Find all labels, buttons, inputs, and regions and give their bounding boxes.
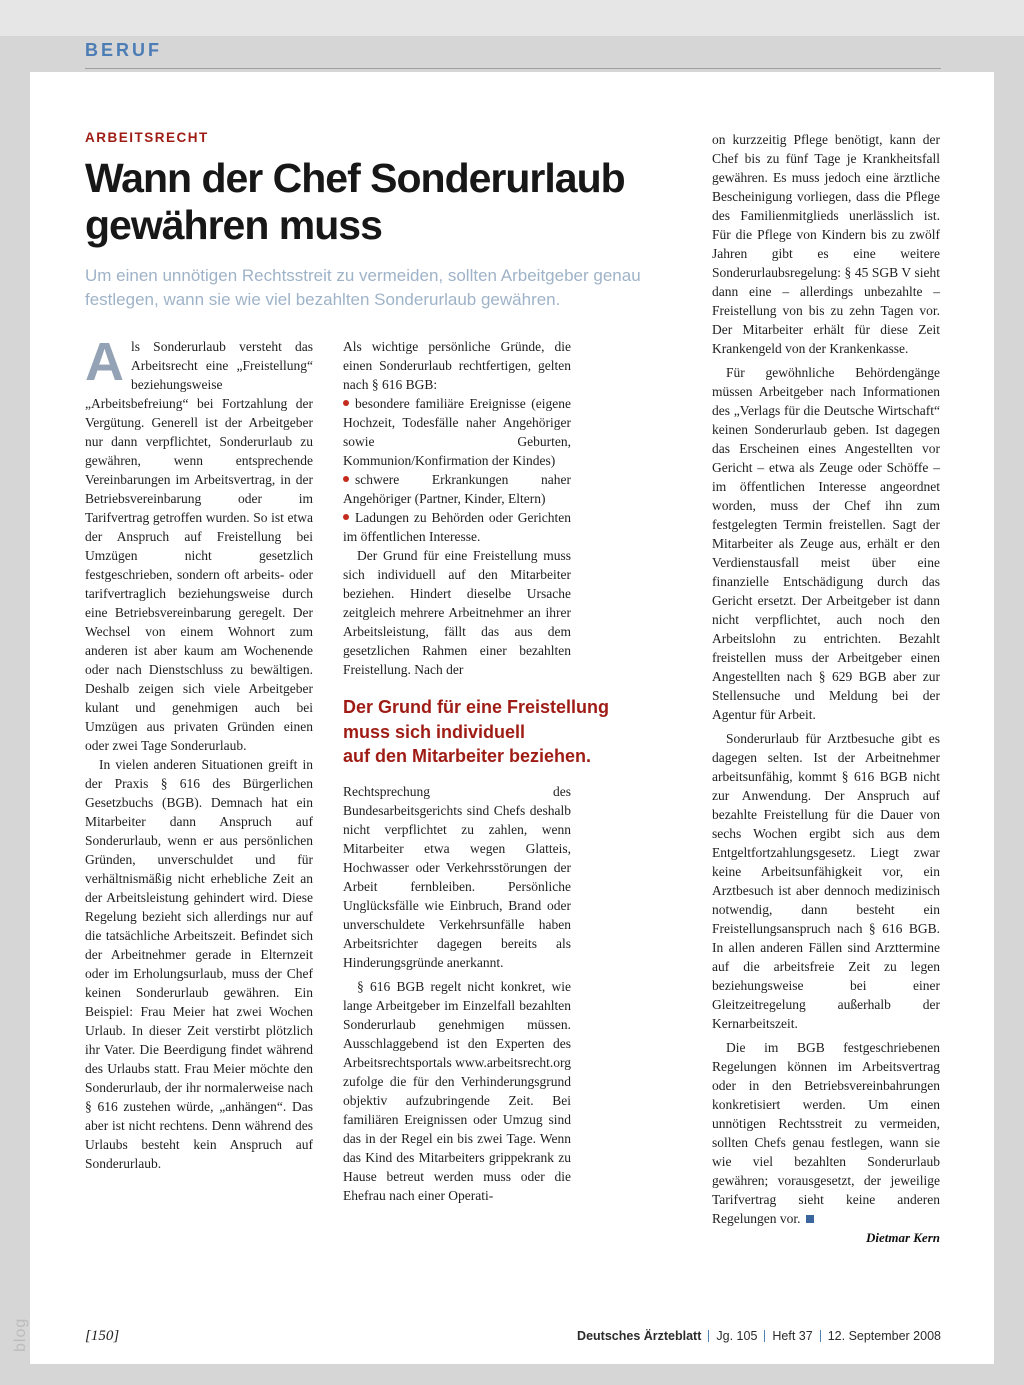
bullet-icon	[343, 400, 349, 406]
article-header	[85, 130, 685, 311]
paragraph: Der Grund für eine Freistellung muss sich individuell auf den Mitarbeiter beziehen. Hindert dieselbe Ursache zeitgleich mehrere Arbeitnehmer an ihrer Arbeitsleistung, fällt das aus dem gesetzlichen Rahmen einer bezahlten Freistellung. Nach der	[343, 548, 571, 678]
masthead-rule	[85, 68, 941, 69]
headline: Wann der Chef Sonderurlaub gewähren muss	[85, 155, 625, 248]
deck: Um einen unnötigen Rechtsstreit zu vermeiden, sollten Arbeitgeber genau festlegen, wann sie wie viel bezahlten Sonderurlaub gewähren.	[85, 266, 641, 309]
journal-date: 12. September 2008	[827, 1329, 941, 1343]
watermark: blog	[12, 1317, 29, 1352]
article-page	[30, 72, 994, 1364]
paragraph: In vielen anderen Situationen greift in der Praxis § 616 des Bürgerlichen Gesetzbuchs (BGB). Demnach hat ein Mitarbeiter dann Anspruch auf Sonderurlaub, wenn er aus persönlichen Gründen, unverschuldet und für verhältnismäßig nicht erhebliche Zeit an der Arbeitsleistung gehindert wird. Diese Regelung bezieht sich allerdings nur auf die tatsächliche Arbeitszeit. Befindet sich der Arbeitnehmer gerade in Elternzeit oder im Erholungsurlaub, muss der Chef keinen Sonderurlaub gewähren. Ein Beispiel: Frau Meier hat zwei Wochen Urlaub. In dieser Zeit verstirbt plötzlich ihr Vater. Die Beerdigung findet während des Urlaubs statt. Frau Meier möchte den Sonderurlaub, der ihr normalerweise nach § 616 zustehen würde, „anhängen“. Das aber ist nicht rechtens. Denn während des Urlaubs besteht kein Anspruch auf Sonderurlaub.	[85, 757, 313, 1172]
author: Dietmar Kern	[865, 1230, 940, 1245]
bullet-text: besondere familiäre Ereignisse (eigene Hochzeit, Todesfälle naher Angehöriger sowie Geburten, Kommunion/Konfirmation der Kindes)	[343, 396, 571, 469]
separator-bar	[820, 1330, 821, 1342]
journal-volume: Jg. 105	[716, 1329, 758, 1343]
column-3	[712, 130, 940, 1247]
column-2	[343, 337, 610, 1205]
journal-issue: Heft 37	[772, 1329, 813, 1343]
bullet-text: schwere Erkrankungen naher Angehöriger (Partner, Kinder, Eltern)	[343, 472, 571, 507]
pull-quote-line: auf den Mitarbeiter beziehen.	[343, 745, 592, 766]
journal-name: Deutsches Ärzteblatt	[577, 1329, 702, 1343]
top-strip	[0, 0, 1024, 36]
bullet-item	[343, 470, 571, 508]
pull-quote	[343, 695, 643, 768]
bullet-item	[343, 394, 571, 470]
bullet-icon	[343, 514, 349, 520]
column-1	[85, 332, 313, 1205]
article-end-mark-icon	[806, 1215, 814, 1223]
paragraph: Als wichtige persönliche Gründe, die einen Sonderurlaub rechtfertigen, gelten nach § 616 BGB:	[343, 339, 571, 393]
paragraph: Für gewöhnliche Behördengänge müssen Arbeitgeber nach Informationen des „Verlags für die Deutsche Wirtschaft“ keinen Sonderurlaub geben. Ist dagegen das Erscheinen eines Angestellten vor Gericht – etwa als Zeuge oder Schöffe – im öffentlichen Interesse angeordnet worden, muss der Chef ihn zum festgelegten Termin freistellen. Sagt der Mitarbeiter als Zeuge aus, erhält er den Verdienstausfall meist über eine finanzielle Entschädigung durch das Gericht ersetzt. Der Arbeitgeber ist dann nicht verpflichtet, auch noch den Arbeitslohn zu entrichten. Bezahlt freistellen muss der Arbeitgeber einen Angestellten nach § 629 BGB aber zur Stellensuche und Meldung bei der Agentur für Arbeit.	[712, 365, 940, 722]
bullet-text: Ladungen zu Behörden oder Gerichten im öffentlichen Interesse.	[343, 510, 571, 545]
paragraph: § 616 BGB regelt nicht konkret, wie lange Arbeitgeber im Einzelfall bezahlten Sonderurlaub genehmigen müssen. Ausschlaggebend ist den Experten des Arbeitsrechtsportals www.arbeitsrecht.org zufolge die für den Verhinderungsgrund objektiv aufzubringende Zeit. Bei familiären Ereignissen oder Umzug sind das in der Regel ein bis zwei Tage. Wenn das Kind des Mitarbeiters grippekrank zu Hause betreut werden muss oder die Ehefrau nach einer Operati-	[343, 979, 571, 1204]
drop-cap: A	[85, 332, 124, 393]
paragraph: Sonderurlaub für Arztbesuche gibt es dagegen selten. Ist der Arbeitnehmer arbeitsunfähig, kommt § 616 BGB nicht zur Anwendung. Der Anspruch auf bezahlte Freistellung für die Dauer von sechs Wochen ergibt sich aus dem Entgeltfortzahlungsgesetz. Liegt zwar keine Arbeitsunfähigkeit vor, ein Arztbesuch ist aber dennoch medizinisch notwendig, dann besteht ein Freistellungsanspruch nach § 616 BGB. In allen anderen Fällen sind Arzttermine auf die arbeitsfreie Zeit zu legen beziehungsweise bei einer Gleitzeitregelung außerhalb der Kernarbeitszeit.	[712, 731, 940, 1031]
pull-quote-line: Der Grund für eine Freistellung	[343, 697, 610, 718]
article-content	[85, 130, 940, 1245]
paragraph-text: Die im BGB festgeschriebenen Regelungen können im Arbeitsvertrag oder in den Betriebsvereinbahrungen konkretisiert werden. Um einen unnötigen Rechtsstreit zu vermeiden, sollten Chefs genau festlegen, wann sie wie viel bezahlten Sonderurlaub gewähren; vorausgesetzt, der jeweilige Tarifvertrag sieht keine anderen Regelungen vor.	[712, 1040, 940, 1226]
page-number: [150]	[85, 1328, 120, 1344]
paragraph	[712, 1038, 940, 1228]
journal-line	[577, 1329, 941, 1343]
kicker: ARBEITSRECHT	[85, 130, 209, 145]
section-title: BERUF	[85, 40, 162, 60]
paragraph	[85, 332, 313, 755]
paragraph-text: ls Sonderurlaub versteht das Arbeitsrecht eine „Freistellung“ beziehungsweise „Arbeitsbefreiung“ bei Fortzahlung der Vergütung. Generell ist der Arbeitgeber nur dann verpflichtet, Sonderurlaub zu gewähren, wenn entsprechende Vereinbarungen im Arbeitsvertrag, in der Betriebsvereinbarung oder im Tarifvertrag getroffen wurden. So ist etwa der Anspruch auf Freistellung bei Umzügen nicht gesetzlich festgeschrieben, sondern oft arbeits- oder tarifvertraglich beziehungsweise durch eine Betriebsvereinbarung geregelt. Der Wechsel von einem Wohnort zum anderen ist aber kaum am Wochenende oder nach Dienstschluss zu bewältigen. Deshalb zeigen sich viele Arbeitgeber kulant und genehmigen auch bei Umzügen aus privaten Gründen einen oder zwei Tage Sonderurlaub.	[85, 339, 313, 754]
paragraph: Rechtsprechung des Bundesarbeitsgerichts sind Chefs deshalb nicht verpflichtet zu zahlen, wenn Mitarbeiter etwa wegen Glatteis, Hochwasser oder Verkehrsstörungen der Arbeit fernbleiben. Persönliche Unglücksfälle wie Einbruch, Brand oder unverschuldete Verkehrsunfälle haben Arbeitsrichter dagegen bereits als Hinderungsgründe anerkannt.	[343, 784, 571, 971]
page-footer	[85, 1328, 941, 1345]
separator-bar	[708, 1330, 709, 1342]
pull-quote-line: muss sich individuell	[343, 721, 526, 742]
paragraph: on kurzzeitig Pflege benötigt, kann der Chef bis zu fünf Tage je Krankheitsfall gewähren. Es muss jedoch eine ärztliche Bescheinigung vorliegen, dass die Pflege des Familienmitglieds unerlässlich ist. Für die Pflege von Kindern bis zu zwölf Jahren gibt es eine weitere Sonderurlaubsregelung: § 45 SGB V sieht dann eine – allerdings unbezahlte – Freistellung von bis zu zehn Tagen vor. Der Mitarbeiter erhält für diese Zeit Krankengeld von der Krankenkasse.	[712, 132, 940, 356]
bullet-icon	[343, 476, 349, 482]
body-columns	[85, 332, 610, 1205]
separator-bar	[764, 1330, 765, 1342]
bullet-item	[343, 508, 571, 546]
